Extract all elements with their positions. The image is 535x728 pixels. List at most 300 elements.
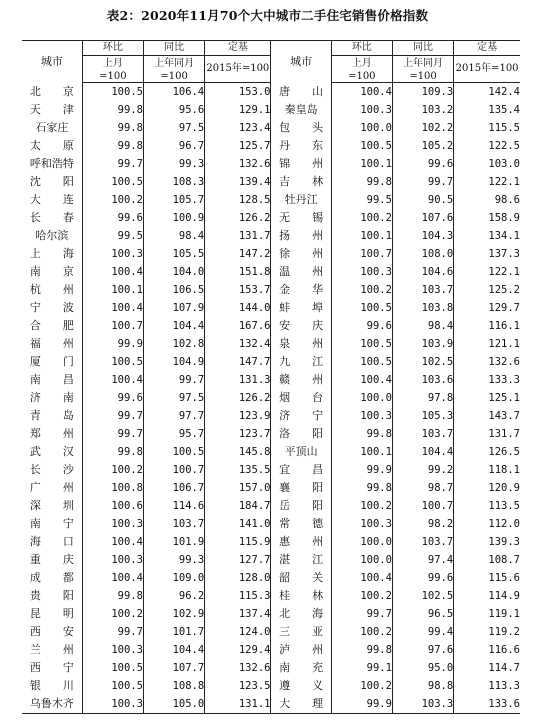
- cell-left-base: 137.4: [205, 605, 271, 623]
- cell-left-base: 131.7: [205, 227, 271, 245]
- cell-right-yoy: 108.0: [392, 245, 453, 263]
- cell-left-mom: 100.3: [82, 695, 143, 714]
- cell-right-base: 119.1: [454, 605, 520, 623]
- table-row: [22, 245, 520, 263]
- cell-left-base: 128.0: [205, 569, 271, 587]
- cell-right-base: 108.7: [454, 551, 520, 569]
- cell-right-mom: 99.5: [331, 191, 392, 209]
- cell-left-city: 重 庆: [29, 553, 74, 566]
- cell-right-mom: 99.8: [331, 479, 392, 497]
- cell-left-base: 153.0: [205, 83, 271, 102]
- cell-left-base: 132.6: [205, 155, 271, 173]
- cell-left-base: 115.9: [205, 533, 271, 551]
- cell-right-mom: 99.8: [331, 173, 392, 191]
- cell-right-yoy: 103.7: [392, 425, 453, 443]
- cell-right-city: 韶 关: [271, 569, 331, 587]
- cell-left-city: 贵 阳: [29, 589, 74, 602]
- cell-right-city: 南 充: [271, 659, 331, 677]
- cell-right-yoy: 99.4: [392, 623, 453, 641]
- cell-left-base: 151.8: [205, 263, 271, 281]
- cell-right-mom: 100.0: [331, 551, 392, 569]
- cell-right-base: 122.5: [454, 137, 520, 155]
- cell-left-yoy: 104.4: [143, 641, 204, 659]
- header-yoy-sub2-right: =100: [392, 71, 453, 83]
- cell-right-mom: 100.1: [331, 443, 392, 461]
- cell-left-base: 127.7: [205, 551, 271, 569]
- cell-left-mom: 99.9: [82, 335, 143, 353]
- cell-left-mom: 99.6: [82, 389, 143, 407]
- cell-left-city: 兰 州: [29, 643, 74, 656]
- cell-left-mom: 100.4: [82, 533, 143, 551]
- cell-right-city: 金 华: [271, 281, 331, 299]
- cell-right-base: 126.5: [454, 443, 520, 461]
- table-row: [22, 317, 520, 335]
- header-mom-sub1-left: 上月: [82, 56, 143, 72]
- cell-left-city: 深 圳: [29, 499, 74, 512]
- cell-left-base: 132.6: [205, 659, 271, 677]
- cell-left-base: 147.2: [205, 245, 271, 263]
- cell-right-city: 吉 林: [271, 173, 331, 191]
- cell-right-yoy: 105.3: [392, 407, 453, 425]
- cell-right-mom: 100.3: [331, 515, 392, 533]
- cell-left-base: 126.2: [205, 389, 271, 407]
- cell-left-mom: 100.5: [82, 173, 143, 191]
- cell-right-yoy: 103.7: [392, 281, 453, 299]
- cell-right-mom: 100.2: [331, 677, 392, 695]
- cell-right-city: 济 宁: [271, 407, 331, 425]
- cell-left-yoy: 105.5: [143, 245, 204, 263]
- cell-left-mom: 99.8: [82, 119, 143, 137]
- cell-right-mom: 100.5: [331, 299, 392, 317]
- cell-left-city: 济 南: [29, 391, 74, 404]
- header-mom-right: 环比: [331, 41, 392, 56]
- cell-right-city: 宜 昌: [271, 461, 331, 479]
- cell-left-yoy: 97.5: [143, 119, 204, 137]
- cell-left-yoy: 97.7: [143, 407, 204, 425]
- table-row: [22, 263, 520, 281]
- cell-right-yoy: 103.7: [392, 533, 453, 551]
- cell-right-base: 121.1: [454, 335, 520, 353]
- cell-right-base: 113.3: [454, 677, 520, 695]
- cell-left-yoy: 106.7: [143, 479, 204, 497]
- cell-left-mom: 100.5: [82, 353, 143, 371]
- cell-right-base: 135.4: [454, 101, 520, 119]
- cell-right-yoy: 98.8: [392, 677, 453, 695]
- table-row: [22, 101, 520, 119]
- cell-left-city: 乌鲁木齐: [22, 695, 82, 714]
- cell-left-base: 144.0: [205, 299, 271, 317]
- cell-left-mom: 100.5: [82, 83, 143, 102]
- cell-right-mom: 100.4: [331, 83, 392, 102]
- cell-right-base: 120.9: [454, 479, 520, 497]
- cell-right-city: 惠 州: [271, 533, 331, 551]
- cell-left-base: 141.0: [205, 515, 271, 533]
- cell-right-city: 赣 州: [271, 371, 331, 389]
- cell-left-mom: 100.2: [82, 605, 143, 623]
- table-title: 表2：2020年11月70个大中城市二手住宅销售价格指数: [106, 8, 429, 23]
- cell-left-city: 海 口: [29, 535, 74, 548]
- table-row: [22, 623, 520, 641]
- cell-left-mom: 100.3: [82, 245, 143, 263]
- cell-left-mom: 99.8: [82, 137, 143, 155]
- cell-right-city: 北 海: [271, 605, 331, 623]
- cell-right-yoy: 103.2: [392, 101, 453, 119]
- cell-right-yoy: 96.5: [392, 605, 453, 623]
- cell-left-city: 广 州: [29, 481, 74, 494]
- cell-left-mom: 99.6: [82, 209, 143, 227]
- cell-right-yoy: 104.6: [392, 263, 453, 281]
- cell-right-yoy: 107.6: [392, 209, 453, 227]
- cell-left-mom: 100.8: [82, 479, 143, 497]
- header-base-left: 定基: [205, 41, 271, 56]
- cell-right-yoy: 98.7: [392, 479, 453, 497]
- cell-left-base: 115.3: [205, 587, 271, 605]
- cell-right-city: 包 头: [271, 119, 331, 137]
- cell-right-base: 116.6: [454, 641, 520, 659]
- cell-left-city: 福 州: [29, 337, 74, 350]
- cell-left-mom: 100.6: [82, 497, 143, 515]
- cell-right-yoy: 99.7: [392, 173, 453, 191]
- cell-right-yoy: 102.5: [392, 587, 453, 605]
- cell-right-base: 158.9: [454, 209, 520, 227]
- cell-left-base: 157.0: [205, 479, 271, 497]
- cell-right-mom: 99.8: [331, 425, 392, 443]
- cell-right-base: 115.5: [454, 119, 520, 137]
- cell-right-base: 129.7: [454, 299, 520, 317]
- cell-left-yoy: 96.2: [143, 587, 204, 605]
- cell-left-yoy: 104.0: [143, 263, 204, 281]
- cell-left-city: 北 京: [29, 84, 74, 98]
- cell-left-mom: 100.4: [82, 371, 143, 389]
- cell-right-base: 131.7: [454, 425, 520, 443]
- cell-right-base: 122.1: [454, 263, 520, 281]
- header-base-sub-left: 2015年=100: [205, 56, 271, 83]
- cell-left-mom: 99.8: [82, 443, 143, 461]
- cell-left-base: 123.4: [205, 119, 271, 137]
- cell-right-city: 泸 州: [271, 641, 331, 659]
- cell-right-city: 扬 州: [271, 227, 331, 245]
- cell-left-city: 哈尔滨: [35, 229, 69, 242]
- cell-left-city: 长 春: [29, 211, 74, 224]
- cell-right-base: 125.1: [454, 389, 520, 407]
- cell-right-base: 142.4: [454, 83, 520, 102]
- table-row: [22, 479, 520, 497]
- cell-right-city: 锦 州: [271, 155, 331, 173]
- cell-left-mom: 100.4: [82, 569, 143, 587]
- cell-left-yoy: 103.7: [143, 515, 204, 533]
- cell-left-city: 杭 州: [29, 283, 74, 296]
- cell-right-base: 103.0: [454, 155, 520, 173]
- cell-right-mom: 100.4: [331, 371, 392, 389]
- cell-right-city: 唐 山: [271, 83, 331, 102]
- cell-left-mom: 100.7: [82, 317, 143, 335]
- cell-right-city: 无 锡: [271, 209, 331, 227]
- cell-left-base: 131.3: [205, 371, 271, 389]
- cell-left-yoy: 99.3: [143, 551, 204, 569]
- table-row: [22, 209, 520, 227]
- table-row: [22, 425, 520, 443]
- cell-right-yoy: 103.8: [392, 299, 453, 317]
- cell-right-mom: 99.6: [331, 317, 392, 335]
- header-mom-sub2-left: =100: [82, 71, 143, 83]
- cell-right-yoy: 104.3: [392, 227, 453, 245]
- cell-left-mom: 99.7: [82, 623, 143, 641]
- table-row: [22, 587, 520, 605]
- cell-right-city: 牡丹江: [271, 191, 331, 209]
- price-index-table: [22, 40, 520, 714]
- table-row: [22, 677, 520, 695]
- cell-left-city: 西 宁: [29, 661, 74, 674]
- cell-left-base: 139.4: [205, 173, 271, 191]
- cell-left-city: 宁 波: [29, 301, 74, 314]
- cell-left-yoy: 100.9: [143, 209, 204, 227]
- cell-left-base: 135.5: [205, 461, 271, 479]
- cell-left-yoy: 105.7: [143, 191, 204, 209]
- header-mom-sub2-right: =100: [331, 71, 392, 83]
- cell-right-base: 133.6: [454, 695, 520, 714]
- cell-right-mom: 100.2: [331, 623, 392, 641]
- cell-right-mom: 100.4: [331, 569, 392, 587]
- cell-right-yoy: 95.0: [392, 659, 453, 677]
- cell-left-mom: 100.3: [82, 515, 143, 533]
- cell-right-city: 安 庆: [271, 317, 331, 335]
- table-row: [22, 641, 520, 659]
- cell-left-city: 成 都: [29, 571, 74, 584]
- cell-right-city: 徐 州: [271, 245, 331, 263]
- cell-right-yoy: 109.3: [392, 83, 453, 102]
- cell-left-yoy: 104.4: [143, 317, 204, 335]
- cell-left-yoy: 114.6: [143, 497, 204, 515]
- cell-left-city: 上 海: [29, 247, 74, 260]
- cell-right-base: 132.6: [454, 353, 520, 371]
- cell-right-mom: 100.2: [331, 281, 392, 299]
- cell-right-city: 大 理: [271, 695, 331, 714]
- cell-left-base: 145.8: [205, 443, 271, 461]
- cell-left-city: 南 宁: [29, 517, 74, 530]
- cell-left-yoy: 109.0: [143, 569, 204, 587]
- header-base-right: 定基: [454, 41, 520, 56]
- table-row: [22, 335, 520, 353]
- cell-left-yoy: 108.8: [143, 677, 204, 695]
- table-header: [22, 41, 520, 83]
- cell-left-mom: 100.4: [82, 299, 143, 317]
- cell-left-yoy: 95.7: [143, 425, 204, 443]
- cell-right-city: 丹 东: [271, 137, 331, 155]
- cell-right-base: 119.2: [454, 623, 520, 641]
- cell-right-base: 122.1: [454, 173, 520, 191]
- cell-left-city: 呼和浩特: [29, 157, 74, 170]
- cell-right-city: 三 亚: [271, 623, 331, 641]
- cell-left-base: 147.7: [205, 353, 271, 371]
- cell-left-city: 大 连: [29, 193, 74, 206]
- cell-left-city: 武 汉: [29, 445, 74, 458]
- cell-left-base: 129.4: [205, 641, 271, 659]
- cell-right-mom: 100.1: [331, 227, 392, 245]
- cell-right-yoy: 99.6: [392, 155, 453, 173]
- cell-left-yoy: 107.7: [143, 659, 204, 677]
- table-row: [22, 137, 520, 155]
- cell-right-mom: 99.1: [331, 659, 392, 677]
- cell-left-base: 125.7: [205, 137, 271, 155]
- cell-right-city: 蚌 埠: [271, 299, 331, 317]
- header-city-right: 城市: [271, 41, 331, 83]
- cell-left-yoy: 101.7: [143, 623, 204, 641]
- cell-right-mom: 100.3: [331, 263, 392, 281]
- table-row: [22, 299, 520, 317]
- cell-right-mom: 99.7: [331, 605, 392, 623]
- cell-left-base: 153.7: [205, 281, 271, 299]
- cell-right-yoy: 104.4: [392, 443, 453, 461]
- cell-left-mom: 99.5: [82, 227, 143, 245]
- cell-right-city: 岳 阳: [271, 497, 331, 515]
- table-row: [22, 533, 520, 551]
- cell-left-yoy: 99.7: [143, 371, 204, 389]
- table-row: [22, 461, 520, 479]
- cell-right-base: 116.1: [454, 317, 520, 335]
- cell-left-base: 123.5: [205, 677, 271, 695]
- cell-right-city: 湛 江: [271, 551, 331, 569]
- cell-left-base: 128.5: [205, 191, 271, 209]
- cell-right-mom: 100.7: [331, 245, 392, 263]
- cell-right-base: 137.3: [454, 245, 520, 263]
- cell-left-city: 厦 门: [29, 355, 74, 368]
- cell-left-mom: 100.4: [82, 263, 143, 281]
- cell-left-yoy: 106.4: [143, 83, 204, 102]
- cell-right-yoy: 103.6: [392, 371, 453, 389]
- table-row: [22, 497, 520, 515]
- header-base-sub-right: 2015年=100: [454, 56, 520, 83]
- header-yoy-sub2-left: =100: [143, 71, 204, 83]
- cell-left-yoy: 98.4: [143, 227, 204, 245]
- cell-right-city: 襄 阳: [271, 479, 331, 497]
- cell-right-mom: 100.2: [331, 587, 392, 605]
- table-row: [22, 191, 520, 209]
- header-yoy-sub1-left: 上年同月: [143, 56, 204, 72]
- cell-right-city: 温 州: [271, 263, 331, 281]
- cell-left-mom: 100.2: [82, 191, 143, 209]
- cell-left-yoy: 100.5: [143, 443, 204, 461]
- cell-right-mom: 100.0: [331, 533, 392, 551]
- cell-right-city: 洛 阳: [271, 425, 331, 443]
- cell-left-mom: 100.5: [82, 677, 143, 695]
- header-city-left: 城市: [22, 41, 82, 83]
- cell-right-mom: 99.8: [331, 641, 392, 659]
- cell-right-yoy: 99.2: [392, 461, 453, 479]
- header-yoy-right: 同比: [392, 41, 453, 56]
- cell-left-mom: 100.3: [82, 641, 143, 659]
- cell-left-yoy: 99.3: [143, 155, 204, 173]
- cell-right-city: 平顶山: [271, 443, 331, 461]
- cell-left-city: 昆 明: [29, 607, 74, 620]
- table-row: [22, 695, 520, 714]
- cell-right-yoy: 98.2: [392, 515, 453, 533]
- cell-left-base: 126.2: [205, 209, 271, 227]
- cell-left-city: 西 安: [29, 625, 74, 638]
- cell-right-city: 常 德: [271, 515, 331, 533]
- table-row: [22, 173, 520, 191]
- cell-right-base: 115.6: [454, 569, 520, 587]
- table-row: [22, 605, 520, 623]
- table-row: [22, 443, 520, 461]
- table-row: [22, 119, 520, 137]
- cell-right-base: 125.2: [454, 281, 520, 299]
- cell-right-mom: 100.0: [331, 389, 392, 407]
- cell-left-city: 太 原: [29, 139, 74, 152]
- cell-right-mom: 100.5: [331, 137, 392, 155]
- cell-right-yoy: 97.8: [392, 389, 453, 407]
- cell-right-yoy: 103.9: [392, 335, 453, 353]
- cell-right-mom: 100.3: [331, 407, 392, 425]
- cell-left-base: 184.7: [205, 497, 271, 515]
- cell-right-mom: 100.5: [331, 335, 392, 353]
- cell-right-base: 133.3: [454, 371, 520, 389]
- cell-right-mom: 100.0: [331, 119, 392, 137]
- cell-left-base: 129.1: [205, 101, 271, 119]
- cell-right-yoy: 102.2: [392, 119, 453, 137]
- table-row: [22, 551, 520, 569]
- cell-right-yoy: 105.2: [392, 137, 453, 155]
- header-yoy-sub1-right: 上年同月: [392, 56, 453, 72]
- cell-left-mom: 99.8: [82, 101, 143, 119]
- header-yoy-left: 同比: [143, 41, 204, 56]
- cell-left-yoy: 102.9: [143, 605, 204, 623]
- cell-left-base: 123.7: [205, 425, 271, 443]
- cell-left-yoy: 100.7: [143, 461, 204, 479]
- cell-right-yoy: 103.3: [392, 695, 453, 714]
- cell-right-city: 九 江: [271, 353, 331, 371]
- cell-left-yoy: 95.6: [143, 101, 204, 119]
- cell-right-city: 秦皇岛: [271, 101, 331, 119]
- cell-right-base: 98.6: [454, 191, 520, 209]
- table-row: [22, 371, 520, 389]
- cell-right-city: 遵 义: [271, 677, 331, 695]
- table-row: [22, 353, 520, 371]
- cell-right-mom: 100.2: [331, 209, 392, 227]
- cell-left-city: 长 沙: [29, 463, 74, 476]
- cell-left-mom: 99.7: [82, 425, 143, 443]
- cell-left-base: 132.4: [205, 335, 271, 353]
- cell-left-mom: 99.8: [82, 587, 143, 605]
- cell-right-mom: 100.5: [331, 353, 392, 371]
- cell-right-base: 134.1: [454, 227, 520, 245]
- cell-left-yoy: 106.5: [143, 281, 204, 299]
- cell-right-mom: 100.2: [331, 497, 392, 515]
- table-row: [22, 389, 520, 407]
- cell-right-city: 烟 台: [271, 389, 331, 407]
- cell-left-base: 167.6: [205, 317, 271, 335]
- cell-right-base: 143.7: [454, 407, 520, 425]
- cell-left-city: 郑 州: [29, 427, 74, 440]
- table-body: [22, 83, 520, 714]
- cell-right-mom: 99.9: [331, 695, 392, 714]
- cell-right-yoy: 98.4: [392, 317, 453, 335]
- table-row: [22, 569, 520, 587]
- cell-right-mom: 99.9: [331, 461, 392, 479]
- cell-left-mom: 99.7: [82, 407, 143, 425]
- cell-left-city: 沈 阳: [29, 175, 74, 188]
- cell-left-base: 124.0: [205, 623, 271, 641]
- cell-right-base: 114.9: [454, 587, 520, 605]
- cell-left-city: 石家庄: [35, 121, 69, 134]
- cell-right-base: 113.5: [454, 497, 520, 515]
- cell-left-city: 南 昌: [29, 373, 74, 386]
- cell-left-base: 131.1: [205, 695, 271, 714]
- cell-left-mom: 99.7: [82, 155, 143, 173]
- cell-right-city: 桂 林: [271, 587, 331, 605]
- cell-right-mom: 100.1: [331, 155, 392, 173]
- table-row: [22, 407, 520, 425]
- cell-left-city: 青 岛: [29, 409, 74, 422]
